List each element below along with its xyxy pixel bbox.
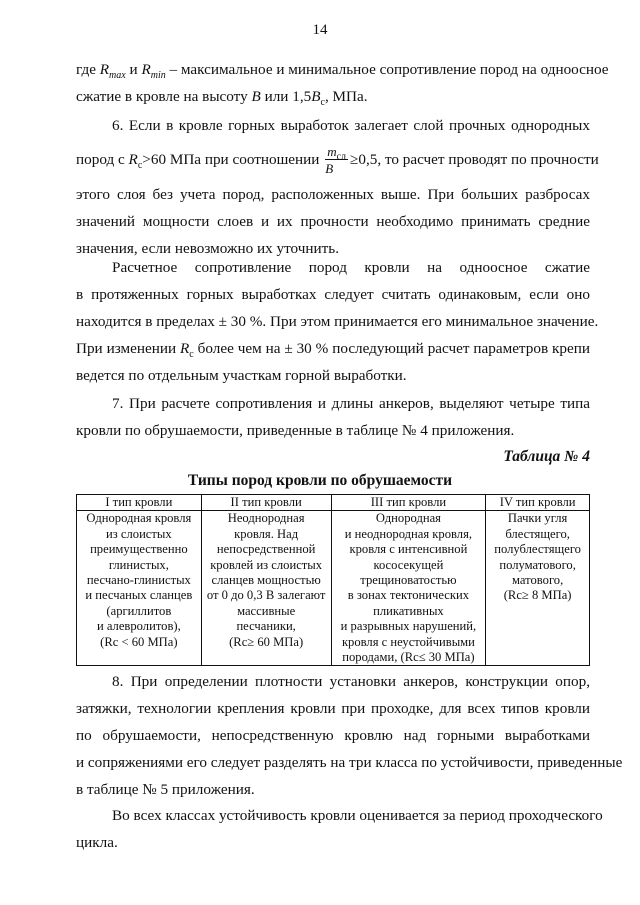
table-label: Таблица № 4	[503, 448, 590, 465]
text-line: значения, если невозможно их уточнить.	[76, 240, 339, 257]
cell-line: от 0 до 0,3 B залегают	[206, 588, 326, 603]
paragraph-item-8	[76, 668, 623, 803]
text-line: 8. При определении плотности установки анкеров, конструкции опор,	[112, 673, 590, 690]
paragraph-roof-resistance	[76, 254, 599, 389]
text-line: этого слоя без учета пород, расположенных выше. При больших разбросах	[76, 186, 590, 203]
cell-line: Однородная кровля	[86, 511, 192, 526]
table-cell-type-4	[486, 511, 590, 666]
cell-line: и песчаных сланцев	[85, 588, 193, 603]
text-line: ведется по отдельным участкам горной выработки.	[76, 367, 407, 384]
cell-line: кровлей из слоистых	[210, 557, 323, 572]
text-line: в таблице № 5 приложения.	[76, 781, 255, 798]
cell-line: (Rс≥ 60 МПа)	[229, 634, 304, 649]
table-title: Типы пород кровли по обрушаемости	[187, 472, 453, 489]
cell-line: и разрывных нарушений,	[340, 619, 477, 634]
text-line: затяжки, технологии крепления кровли при проходке, для всех типов кровли	[76, 700, 590, 717]
cell-line: породами, (Rс≤ 30 МПа)	[342, 650, 475, 665]
text-line: по обрушаемости, непосредственную кровлю над горными выработками	[76, 727, 590, 744]
cell-line: массивные	[237, 603, 296, 618]
cell-line: (аргиллитов	[106, 603, 172, 618]
paragraph-item-6	[76, 112, 599, 262]
cell-line: песчаники,	[236, 619, 296, 634]
text-line: Расчетное сопротивление пород кровли на одноосное сжатие	[112, 259, 590, 276]
paragraph-definitions	[76, 56, 609, 110]
text-line: 6. Если в кровле горных выработок залегает слой прочных однородных	[112, 117, 590, 134]
cell-line: матового,	[512, 573, 564, 588]
text-line: находится в пределах ± 30 %. При этом принимается его минимальное значение.	[76, 313, 599, 330]
text-line: сжатие в кровле на высоту B или $1,5B_с$, МПа.	[76, 88, 368, 109]
paragraph-item-7	[76, 390, 590, 444]
text-line: цикла.	[76, 834, 118, 851]
table-cell-type-1	[77, 511, 202, 666]
cell-line: Однородная	[375, 511, 441, 526]
cell-line: и алевролитов),	[96, 619, 181, 634]
text-line: пород с $R_с>60$ МПа при соотношении $\frac{m_{сл}}{B}$ ≥0,5, то расчет проводят по прочности	[76, 144, 599, 177]
table-header-row	[77, 495, 590, 511]
text-line: где $R_{max}$ и $R_{min}$ – максимальное и минимальное сопротивление пород на одноосное	[76, 61, 609, 82]
paragraph-stability	[76, 802, 603, 856]
cell-line: песчано-глинистых	[86, 573, 191, 588]
cell-line: кровля с неустойчивыми	[341, 634, 475, 649]
cell-line: Неоднородная	[227, 511, 305, 526]
ratio-fraction: $\frac{m_{сл}}{B}$	[325, 144, 347, 177]
cell-line: трещиноватостью	[360, 573, 457, 588]
table-cell-type-2	[201, 511, 331, 666]
roof-types-table	[76, 494, 590, 666]
cell-line: кососекущей	[373, 557, 444, 572]
cell-line: в зонах тектонических	[347, 588, 470, 603]
text-line: в протяженных горных выработках следует считать одинаковым, если оно	[76, 286, 590, 303]
table-header-cell: IV тип кровли	[486, 495, 590, 511]
table-cell-type-3	[331, 511, 486, 666]
text-line: Во всех классах устойчивость кровли оценивается за период проходческого	[112, 807, 603, 824]
cell-line: сланцев мощностью	[211, 573, 321, 588]
cell-line: (Rс≥ 8 МПа)	[503, 588, 572, 603]
cell-line: глинистых,	[108, 557, 169, 572]
cell-line: Пачки угля	[507, 511, 568, 526]
table-row	[77, 511, 590, 666]
text-line: При изменении $R_с$ более чем на ± 30 % последующий расчет параметров крепи	[76, 340, 590, 361]
cell-line: полублестящего	[494, 542, 581, 557]
table-header-cell: III тип кровли	[331, 495, 486, 511]
text-line: 7. При расчете сопротивления и длины анкеров, выделяют четыре типа	[112, 395, 590, 412]
text-line: кровли по обрушаемости, приведенные в таблице № 4 приложения.	[76, 422, 515, 439]
cell-line: кровля. Над	[234, 526, 299, 541]
cell-line: пликативных	[373, 603, 444, 618]
cell-line: преимущественно	[90, 542, 188, 557]
cell-line: кровля с интенсивной	[349, 542, 468, 557]
page-number: 14	[312, 22, 328, 38]
cell-line: (Rс < 60 МПа)	[100, 634, 178, 649]
cell-line: полуматового,	[499, 557, 576, 572]
text-line: и сопряжениями его следует разделять на три класса по устойчивости, приведенные	[76, 754, 623, 771]
cell-line: непосредственной	[216, 542, 316, 557]
cell-line: блестящего,	[505, 526, 570, 541]
cell-line: из слоистых	[106, 526, 172, 541]
table-header-cell: I тип кровли	[77, 495, 202, 511]
text-line: значений мощности слоев и их прочности необходимо принимать средние	[76, 213, 590, 230]
table-header-cell: II тип кровли	[201, 495, 331, 511]
cell-line: и неоднородная кровля,	[344, 526, 473, 541]
